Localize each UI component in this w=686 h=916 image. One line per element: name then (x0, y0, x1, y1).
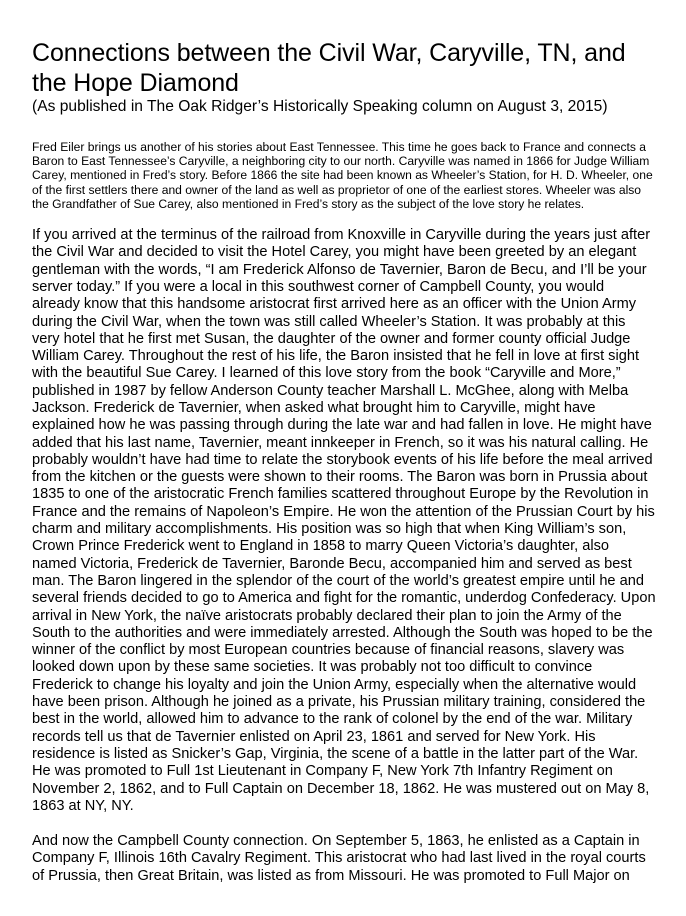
body-paragraph-1: If you arrived at the terminus of the railroad from Knoxville in Caryville during the years just after the Civil War and decided to visit the Hotel Carey, you might have been greeted by an elegant gentleman with the words, “I am Frederick Alfonso de Tavernier, Baron de Becu, and I’ll be your server today.” If you were a local in this southwest corner of Campbell County, you would already know that this handsome aristocrat first arrived here as an officer with the Union Army during the Civil War, when the town was still called Wheeler’s Station. It was probably at this very hotel that he first met Susan, the daughter of the owner and former county official Judge William Carey. Throughout the rest of his life, the Baron insisted that he fell in love at first sight with the beautiful Sue Carey. I learned of this love story from the book “Caryville and More,” published in 1987 by fellow Anderson County teacher Marshall L. McGhee, along with Melba Jackson. Frederick de Tavernier, when asked what brought him to Caryville, might have explained how he was passing through during the late war and had fallen in love. He might have added that his last name, Tavernier, meant innkeeper in French, so it was his natural calling. He probably wouldn’t have had time to relate the storybook events of his life before the meal arrived from the kitchen or the guests were shown to their rooms. The Baron was born in Prussia about 1835 to one of the aristocratic French families scattered throughout Europe by the Revolution in France and the remains of Napoleon’s Empire. He won the attention of the Prussian Court by his charm and military accomplishments. His position was so high that when King William’s son, Crown Prince Frederick went to England in 1858 to marry Queen Victoria’s daughter, also named Victoria, Frederick de Tavernier, Baronde Becu, accompanied him and served as best man. The Baron lingered in the splendor of the court of the world’s greatest empire until he and several friends decided to go to America and fight for the romantic, underdog Confederacy. Upon arrival in New York, the naïve aristocrats probably declared their plan to join the Army of the South to the authorities and were immediately arrested. Although the South was hoped to be the winner of the conflict by most European countries because of financial reasons, slavery was looked down upon by these same societies. It was probably not too difficult to convince Frederick to change his loyalty and join the Union Army, especially when the alternative would have been prison. Although he joined as a private, his Prussian military training, considered the best in the world, allowed him to advance to the rank of colonel by the end of the war. Military records tell us that de Tavernier enlisted on April 23, 1861 and served for New York. His residence is listed as Snicker’s Gap, Virginia, the scene of a battle in the latter part of the War. He was promoted to Full 1st Lieutenant in Company F, New York 7th Infantry Regiment on November 2, 1862, and to Full Captain on December 18, 1862. He was mustered out on May 8, 1863 at NY, NY. (32, 227, 656, 814)
document-page (32, 38, 666, 885)
document-subtitle: (As published in The Oak Ridger’s Historically Speaking column on August 3, 2015) (32, 98, 608, 115)
document-title: Connections between the Civil War, Caryville, TN, and the Hope Diamond (32, 39, 626, 97)
body-paragraph-2: And now the Campbell County connection. On September 5, 1863, he enlisted as a Captain in Company F, Illinois 16th Cavalry Regiment. This aristocrat who had last lived in the royal courts of Prussia, then Great Britain, was listed as from Missouri. He was promoted to Full Major on (32, 833, 646, 884)
intro-paragraph: Fred Eiler brings us another of his stories about East Tennessee. This time he goes back to France and connects a Baron to East Tennessee’s Caryville, a neighboring city to our north. Caryville was named in 1866 for Judge William Carey, mentioned in Fred’s story. Before 1866 the site had been known as Wheeler’s Station, for H. D. Wheeler, one of the first settlers there and owner of the land as well as proprietor of one of the earliest stores. Wheeler was also the Grandfather of Sue Carey, also mentioned in Fred’s story as the subject of the love story he relates. (32, 140, 653, 211)
